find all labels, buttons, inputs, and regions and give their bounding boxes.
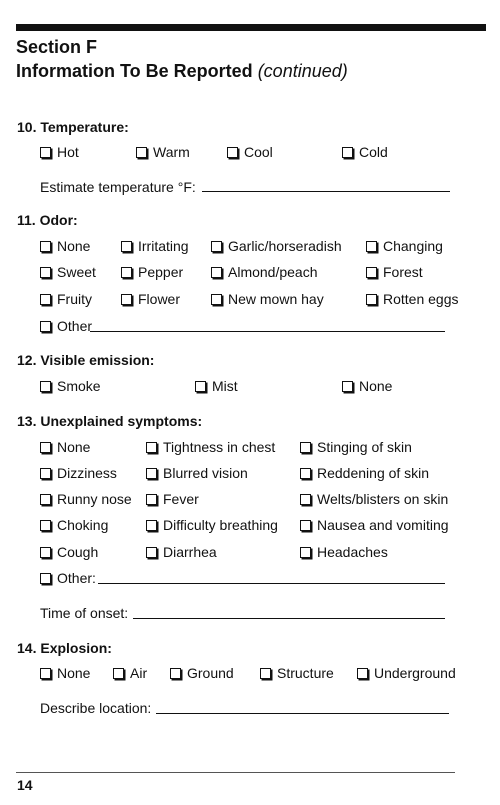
q13-option[interactable] [40, 544, 98, 560]
top-rule [16, 24, 486, 31]
q12-heading: 12. Visible emission: [17, 352, 155, 368]
q11-option[interactable] [211, 264, 318, 280]
checkbox-icon[interactable] [113, 668, 124, 679]
checkbox-icon[interactable] [195, 381, 206, 392]
option-label: Garlic/horseradish [228, 238, 342, 254]
option-label: Irritating [138, 238, 189, 254]
option-label: Stinging of skin [317, 439, 412, 455]
option-label: Tightness in chest [163, 439, 276, 455]
option-label: Diarrhea [163, 544, 217, 560]
option-label: Dizziness [57, 465, 117, 481]
option-label: Changing [383, 238, 443, 254]
option-label: Difficulty breathing [163, 517, 278, 533]
q13-option[interactable] [300, 439, 412, 455]
q13-option[interactable] [300, 517, 449, 533]
q11-option[interactable] [40, 238, 90, 254]
estimate-temperature-field[interactable] [202, 179, 450, 192]
option-label: Smoke [57, 378, 101, 394]
checkbox-icon[interactable] [121, 294, 132, 305]
option-label: Headaches [317, 544, 388, 560]
checkbox-icon[interactable] [300, 547, 311, 558]
section-title: Section F [16, 37, 98, 57]
q11-option[interactable] [121, 264, 183, 280]
option-label: Reddening of skin [317, 465, 430, 481]
option-label: Cough [57, 544, 99, 560]
q13-option[interactable] [40, 491, 132, 507]
checkbox-icon[interactable] [366, 267, 377, 278]
checkbox-icon[interactable] [40, 442, 51, 453]
q11-option[interactable] [121, 238, 189, 254]
footer-rule [16, 772, 455, 773]
option-label: Fever [163, 491, 199, 507]
checkbox-icon[interactable] [300, 468, 311, 479]
q14-option[interactable] [40, 665, 90, 681]
checkbox-icon[interactable] [366, 294, 377, 305]
q13-option[interactable] [300, 491, 448, 507]
checkbox-icon[interactable] [366, 241, 377, 252]
option-label: Underground [374, 665, 456, 681]
option-label: Almond/peach [228, 264, 318, 280]
option-label: Other: [57, 570, 96, 586]
checkbox-icon[interactable] [146, 468, 157, 479]
q14-option[interactable] [357, 665, 456, 681]
q10-option[interactable] [227, 144, 273, 160]
checkbox-icon[interactable] [40, 468, 51, 479]
option-label: None [57, 665, 91, 681]
q11-option[interactable] [366, 264, 423, 280]
q13-heading: 13. Unexplained symptoms: [17, 413, 203, 429]
checkbox-icon[interactable] [146, 547, 157, 558]
q13-other-option[interactable] [40, 570, 96, 586]
q11-heading: 11. Odor: [17, 212, 78, 228]
checkbox-icon[interactable] [170, 668, 181, 679]
q11-option[interactable] [40, 291, 92, 307]
q10-heading: 10. Temperature: [17, 119, 129, 135]
checkbox-icon[interactable] [40, 494, 51, 505]
checkbox-icon[interactable] [146, 520, 157, 531]
q11-option[interactable] [40, 264, 96, 280]
q12-option[interactable] [342, 378, 392, 394]
q13-option[interactable] [40, 439, 90, 455]
q11-option[interactable] [366, 291, 459, 307]
q10-option[interactable] [136, 144, 190, 160]
q13-option[interactable] [146, 491, 199, 507]
option-label: Hot [57, 144, 79, 160]
option-label: Cold [359, 144, 388, 160]
q13-option[interactable] [300, 465, 429, 481]
q13-option[interactable] [300, 544, 388, 560]
option-label: Welts/blisters on skin [317, 491, 449, 507]
q13-other-field[interactable] [98, 570, 445, 584]
q14-heading: 14. Explosion: [17, 640, 112, 656]
checkbox-icon[interactable] [211, 294, 222, 305]
q12-option[interactable] [195, 378, 238, 394]
checkbox-icon[interactable] [300, 442, 311, 453]
option-label: Flower [138, 291, 181, 307]
option-label: Fruity [57, 291, 92, 307]
describe-location-field[interactable] [156, 700, 449, 714]
time-of-onset-field[interactable] [133, 605, 445, 619]
describe-location-label: Describe location: [40, 700, 152, 716]
checkbox-icon[interactable] [40, 267, 51, 278]
q13-option[interactable] [146, 439, 275, 455]
option-label: New mown hay [228, 291, 324, 307]
q13-option[interactable] [146, 465, 248, 481]
option-label: Runny nose [57, 491, 132, 507]
checkbox-icon[interactable] [300, 520, 311, 531]
checkbox-icon[interactable] [136, 147, 147, 158]
option-label: Cool [244, 144, 273, 160]
checkbox-icon[interactable] [40, 147, 51, 158]
option-label: None [57, 439, 91, 455]
checkbox-icon[interactable] [342, 381, 353, 392]
option-label: Air [130, 665, 148, 681]
q11-option[interactable] [366, 238, 443, 254]
option-label: None [57, 238, 91, 254]
subtitle-note: (continued) [257, 61, 348, 81]
checkbox-icon[interactable] [342, 147, 353, 158]
checkbox-icon[interactable] [121, 267, 132, 278]
option-label: Sweet [57, 264, 96, 280]
q13-option[interactable] [40, 517, 108, 533]
checkbox-icon[interactable] [357, 668, 368, 679]
q13-option[interactable] [40, 465, 117, 481]
option-label: Forest [383, 264, 423, 280]
checkbox-icon[interactable] [40, 321, 51, 332]
q12-option[interactable] [40, 378, 101, 394]
option-label: Warm [153, 144, 190, 160]
checkbox-icon[interactable] [40, 241, 51, 252]
q11-option[interactable] [211, 238, 342, 254]
option-label: Nausea and vomiting [317, 517, 449, 533]
option-label: None [359, 378, 393, 394]
time-of-onset-label: Time of onset: [40, 605, 129, 621]
q14-option[interactable] [170, 665, 234, 681]
q11-option[interactable] [121, 291, 180, 307]
option-label: Choking [57, 517, 109, 533]
checkbox-icon[interactable] [121, 241, 132, 252]
q11-other-option[interactable] [40, 318, 92, 334]
q11-other-field[interactable] [90, 318, 445, 332]
option-label: Other [57, 318, 93, 334]
option-label: Pepper [138, 264, 184, 280]
q13-option[interactable] [146, 517, 278, 533]
checkbox-icon[interactable] [211, 241, 222, 252]
option-label: Blurred vision [163, 465, 248, 481]
checkbox-icon[interactable] [260, 668, 271, 679]
option-label: Mist [212, 378, 238, 394]
checkbox-icon[interactable] [300, 494, 311, 505]
checkbox-icon[interactable] [211, 267, 222, 278]
q10-option[interactable] [40, 144, 79, 160]
q14-option[interactable] [260, 665, 334, 681]
q13-option[interactable] [146, 544, 217, 560]
option-label: Rotten eggs [383, 291, 459, 307]
checkbox-icon[interactable] [40, 520, 51, 531]
checkbox-icon[interactable] [146, 442, 157, 453]
checkbox-icon[interactable] [40, 547, 51, 558]
estimate-temperature-label: Estimate temperature °F: [40, 179, 196, 195]
section-subtitle [16, 61, 348, 82]
checkbox-icon[interactable] [40, 668, 51, 679]
q10-option[interactable] [342, 144, 388, 160]
subtitle-text: Information To Be Reported [16, 61, 253, 81]
option-label: Structure [277, 665, 334, 681]
checkbox-icon[interactable] [40, 573, 51, 584]
checkbox-icon[interactable] [40, 381, 51, 392]
option-label: Ground [187, 665, 234, 681]
checkbox-icon[interactable] [227, 147, 238, 158]
page-number: 14 [17, 777, 33, 793]
checkbox-icon[interactable] [40, 294, 51, 305]
checkbox-icon[interactable] [146, 494, 157, 505]
q14-option[interactable] [113, 665, 147, 681]
q11-option[interactable] [211, 291, 324, 307]
